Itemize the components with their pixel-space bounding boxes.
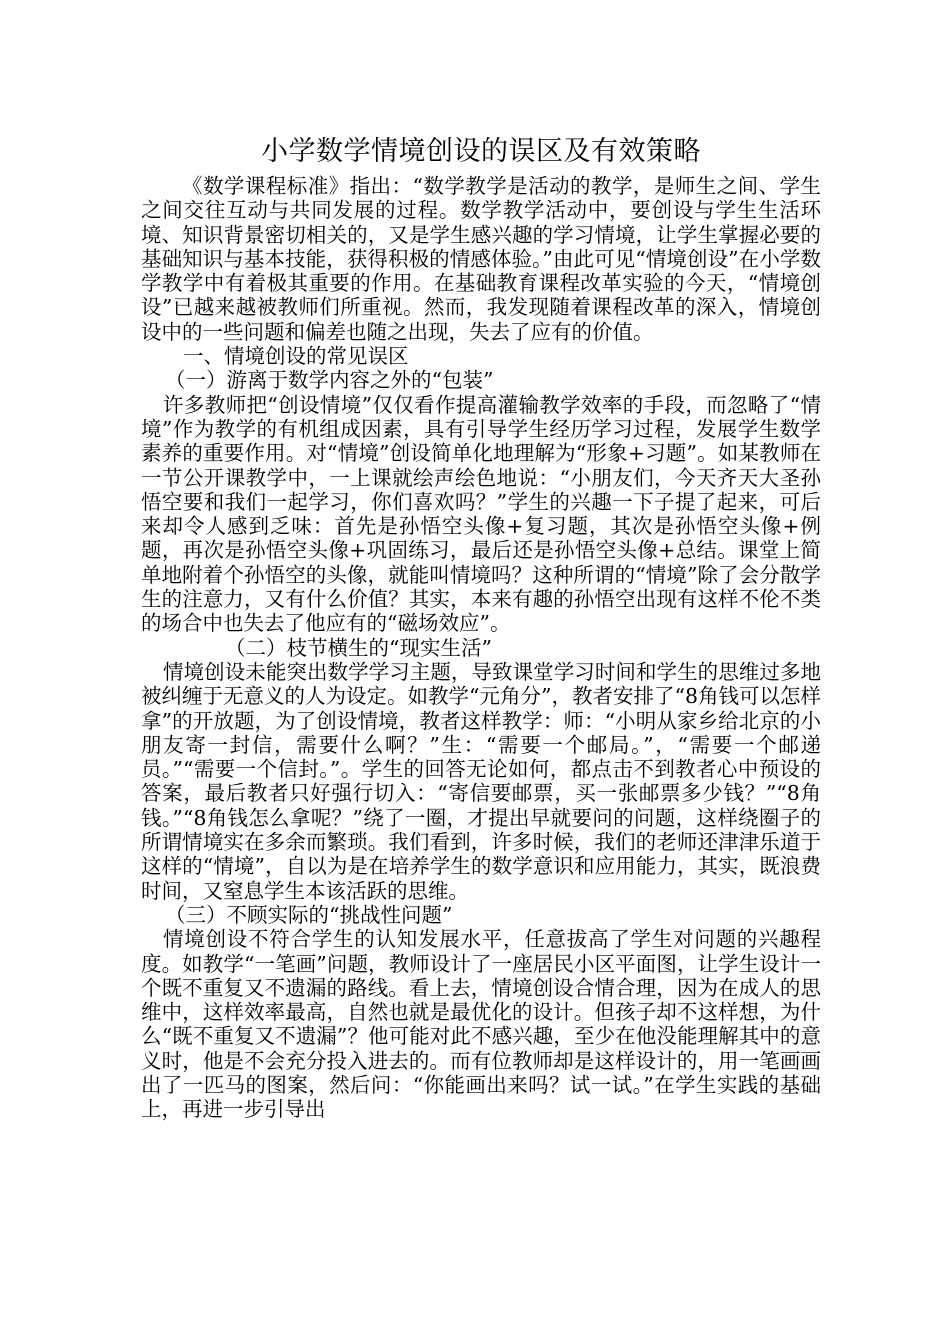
subsection-paragraph-real-life: 情境创设未能突出数学学习主题，导致课堂学习时间和学生的思维过多地被纠缠于无意义的人为设定。如教学“元角分”，教者安排了“8角钱可以怎样拿”的开放题，为了创设情境，教者这样教学：师：“小明从家乡给北京的小朋友寄一封信，需要什么啊？”生：“需要一个邮局。”，“需要一个邮递员。”“需要一个信封。”。学生的回答无论如何，都点击不到教者心中预设的答案，最后教者只好强行切入：“寄信要邮票，买一张邮票多少钱？”“8角钱。”“8角钱怎么拿呢？”绕了一圈，才提出早就要问的问题，这样绕圈子的所谓情境实在多余而繁琐。我们看到，许多时候，我们的老师还津津乐道于这样的“情境”，自以为是在培养学生的数学意识和应用能力，其实，既浪费时间，又窒息学生本该活跃的思维。 [141,659,821,903]
subsection-heading-challenge: （三）不顾实际的“挑战性问题” [165,902,453,927]
intro-paragraph: 《数学课程标准》指出：“数学教学是活动的教学，是师生之间、学生之间交往互动与共同发展的过程。数学教学活动中，要创设与学生生活环境、知识背景密切相关的，又是学生感兴趣的学习情境，让学生掌握必要的基础知识与基本技能，获得积极的情感体验。”由此可见“情境创设”在小学数学教学中有着极其重要的作用。在基础教育课程改革实验的今天，“情境创设”已越来越被教师们所重视。然而，我发现随着课程改革的深入，情境创设中的一些问题和偏差也随之出现，失去了应有的价值。 [141,174,821,344]
subsection-heading-packaging: （一）游离于数学内容之外的“包装” [165,368,494,393]
subsection-paragraph-packaging: 许多教师把“创设情境”仅仅看作提高灌输教学效率的手段，而忽略了“情境”作为教学的有机组成因素，具有引导学生经历学习过程，发展学生数学素养的重要作用。对“情境”创设简单化地理解为“形象+习题”。如某教师在一节公开课教学中，一上课就绘声绘色地说：“小朋友们，今天齐天大圣孙悟空要和我们一起学习，你们喜欢吗？”学生的兴趣一下子提了起来，可后来却令人感到乏味：首先是孙悟空头像+复习题，其次是孙悟空头像+例题，再次是孙悟空头像+巩固练习，最后还是孙悟空头像+总结。课堂上简单地附着个孙悟空的头像，就能叫情境吗？这种所谓的“情境”除了会分散学生的注意力，又有什么价值？其实，本来有趣的孙悟空出现有这样不伦不类的场合中也失去了他应有的“磁场效应”。 [141,392,821,636]
document-body [141,132,821,1122]
subsection-heading-real-life: （二）枝节横生的“现实生活” [225,635,492,660]
section-heading-misconceptions: 一、情境创设的常见误区 [183,344,409,369]
subsection-paragraph-challenge: 情境创设不符合学生的认知发展水平，任意拔高了学生对问题的兴趣程度。如教学“一笔画”问题，教师设计了一座居民小区平面图，让学生设计一个既不重复又不遗漏的路线。看上去，情境创设合情合理，因为在成人的思维中，这样效率最高，自然也就是最优化的设计。但孩子却不这样想，为什么“既不重复又不遗漏”？他可能对此不感兴趣，至少在他没能理解其中的意义时，他是不会充分投入进去的。而有位教师却是这样设计的，用一笔画画出了一匹马的图案，然后问：“你能画出来吗？试一试。”在学生实践的基础上，再进一步引导出 [141,927,821,1122]
page-title: 小学数学情境创设的误区及有效策略 [261,136,701,167]
